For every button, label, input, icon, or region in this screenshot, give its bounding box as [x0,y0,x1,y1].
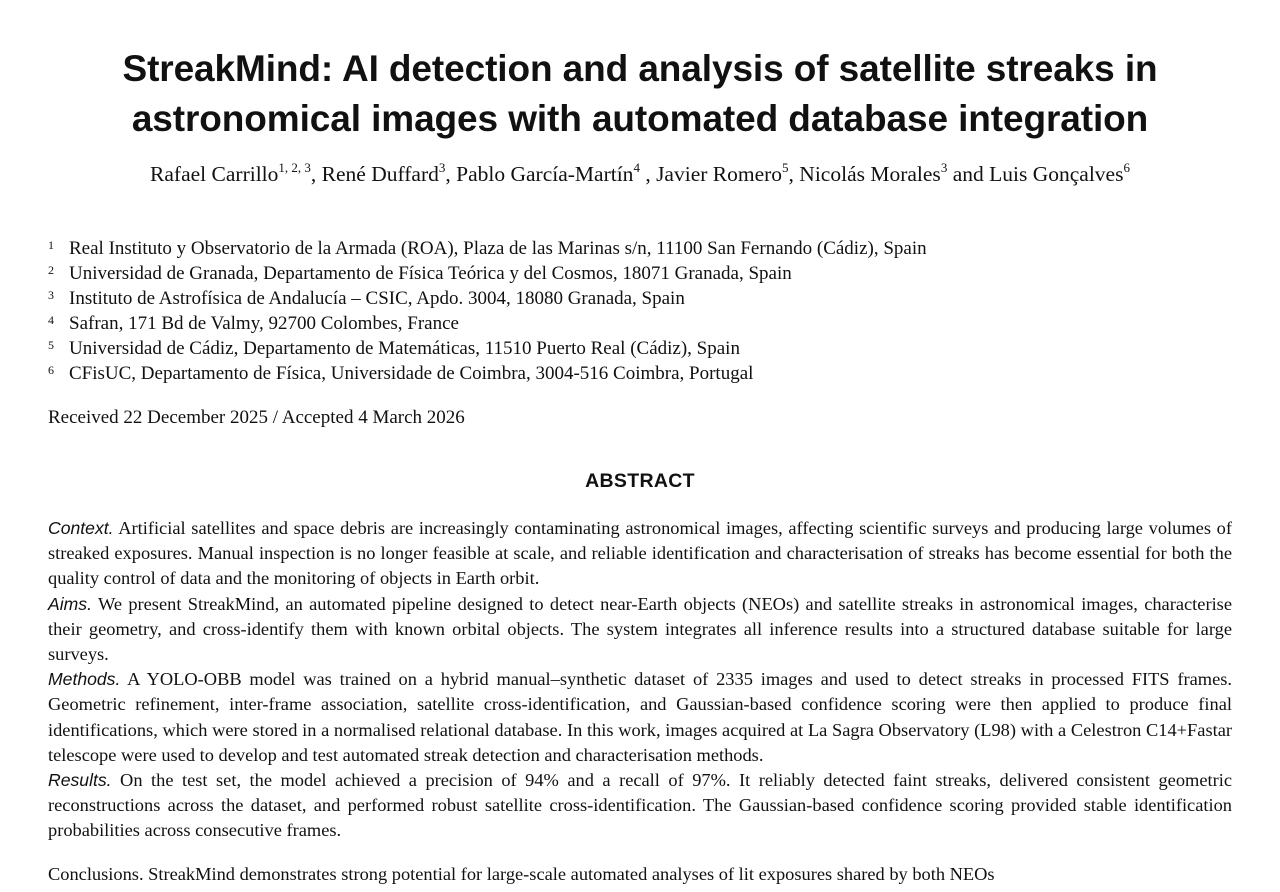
affiliation-text: CFisUC, Departamento de Física, Universidade de Coimbra, 3004-516 Coimbra, Portugal [69,363,754,384]
author-affiliation-marker: 6 [1123,160,1130,175]
author-name: Rafael Carrillo [150,162,279,186]
author-separator: , [639,162,657,186]
abstract-results-text: On the test set, the model achieved a precision of 94% and a recall of 97%. It reliably detected faint streaks, delivered consistent geometric reconstructions across the dataset, and performed robust satellite cross-identification. The Gaussian-based confidence scoring provided stable identification probabilities across consecutive frames. [48,770,1232,841]
affiliation-item [48,236,1248,261]
affiliation-number: 2 [48,263,54,277]
paper-title-line-1: StreakMind: AI detection and analysis of satellite streaks in [122,48,1158,89]
abstract-methods [48,667,1232,768]
author-separator: and [947,162,990,186]
author-separator: , [310,162,322,186]
affiliation-item [48,311,1248,336]
affiliation-item [48,361,1248,386]
abstract-body [48,516,1232,844]
author-name: Javier Romero [656,162,783,186]
author-list [0,160,1280,188]
affiliation-item [48,286,1248,311]
affiliation-item [48,336,1248,361]
affiliation-item [48,261,1248,286]
affiliation-number: 3 [48,288,54,302]
abstract-results-label: Results. [48,770,112,791]
affiliation-number: 4 [48,313,54,327]
author-affiliation-marker: 1, 2, 3 [278,160,311,175]
author-name: René Duffard [321,162,439,186]
abstract-context [48,516,1232,592]
author-affiliation-marker: 5 [782,160,789,175]
author-affiliation-marker: 4 [633,160,640,175]
author-name: Nicolás Morales [799,162,941,186]
abstract-context-label: Context. [48,518,114,538]
affiliation-number: 5 [48,338,54,352]
abstract-methods-label: Methods. [48,669,121,690]
author-affiliation-marker: 3 [438,160,446,175]
received-accepted-dates: Received 22 December 2025 / Accepted 4 March 2026 [48,407,465,428]
affiliation-text: Real Instituto y Observatorio de la Armada (ROA), Plaza de las Marinas s/n, 11100 San Fernando (Cádiz), Spain [69,238,927,259]
affiliation-text: Instituto de Astrofísica de Andalucía – CSIC, Apdo. 3004, 18080 Granada, Spain [69,288,685,309]
author-separator: , [788,162,800,186]
paper-title-line-2: astronomical images with automated database integration [131,98,1149,139]
affiliation-text: Universidad de Granada, Departamento de Física Teórica y del Cosmos, 18071 Granada, Spain [69,263,792,284]
abstract-heading: ABSTRACT [585,470,695,492]
affiliation-number: 6 [48,363,54,377]
abstract-aims [48,592,1232,668]
affiliation-text: Universidad de Cádiz, Departamento de Matemáticas, 11510 Puerto Real (Cádiz), Spain [69,338,740,359]
author-separator: , [445,162,457,186]
affiliation-number: 1 [48,238,54,252]
affiliation-list [48,236,1248,386]
paper-title [0,44,1280,144]
abstract-aims-label: Aims. [48,593,92,614]
abstract-context-text: Artificial satellites and space debris are increasingly contaminating astronomical images, affecting scientific surveys and producing large volumes of streaked exposures. Manual inspection is no longer feasible at scale, and reliable identification and characterisation of streaks has become essential for both the quality control of data and the monitoring of objects in Earth orbit. [48,518,1232,589]
author-affiliation-marker: 3 [940,160,948,175]
affiliation-text: Safran, 171 Bd de Valmy, 92700 Colombes, France [69,313,459,334]
abstract-results [48,768,1232,844]
author-name: Luis Gonçalves [989,162,1124,186]
abstract-aims-text: We present StreakMind, an automated pipeline designed to detect near-Earth objects (NEOs) and satellite streaks in astronomical images, characterise their geometry, and cross-identify them with known orbital objects. The system integrates all inference results into a structured database suitable for large surveys. [48,593,1232,665]
abstract-methods-text: A YOLO-OBB model was trained on a hybrid manual–synthetic dataset of 2335 images and used to detect streaks in processed FITS frames. Geometric refinement, inter-frame association, satellite cross-identification, and Gaussian-based confidence scoring were then applied to produce final identifications, which were stored in a normalised relational database. In this work, images acquired at La Sagra Observatory (L98) with a Celestron C14+Fastar telescope were used to develop and test automated streak detection and characterisation methods. [48,669,1232,765]
abstract-conclusions-clipped: Conclusions. StreakMind demonstrates strong potential for large-scale automated analyses of lit exposures shared by both NEOs [48,864,995,884]
author-name: Pablo García-Martín [456,162,634,186]
